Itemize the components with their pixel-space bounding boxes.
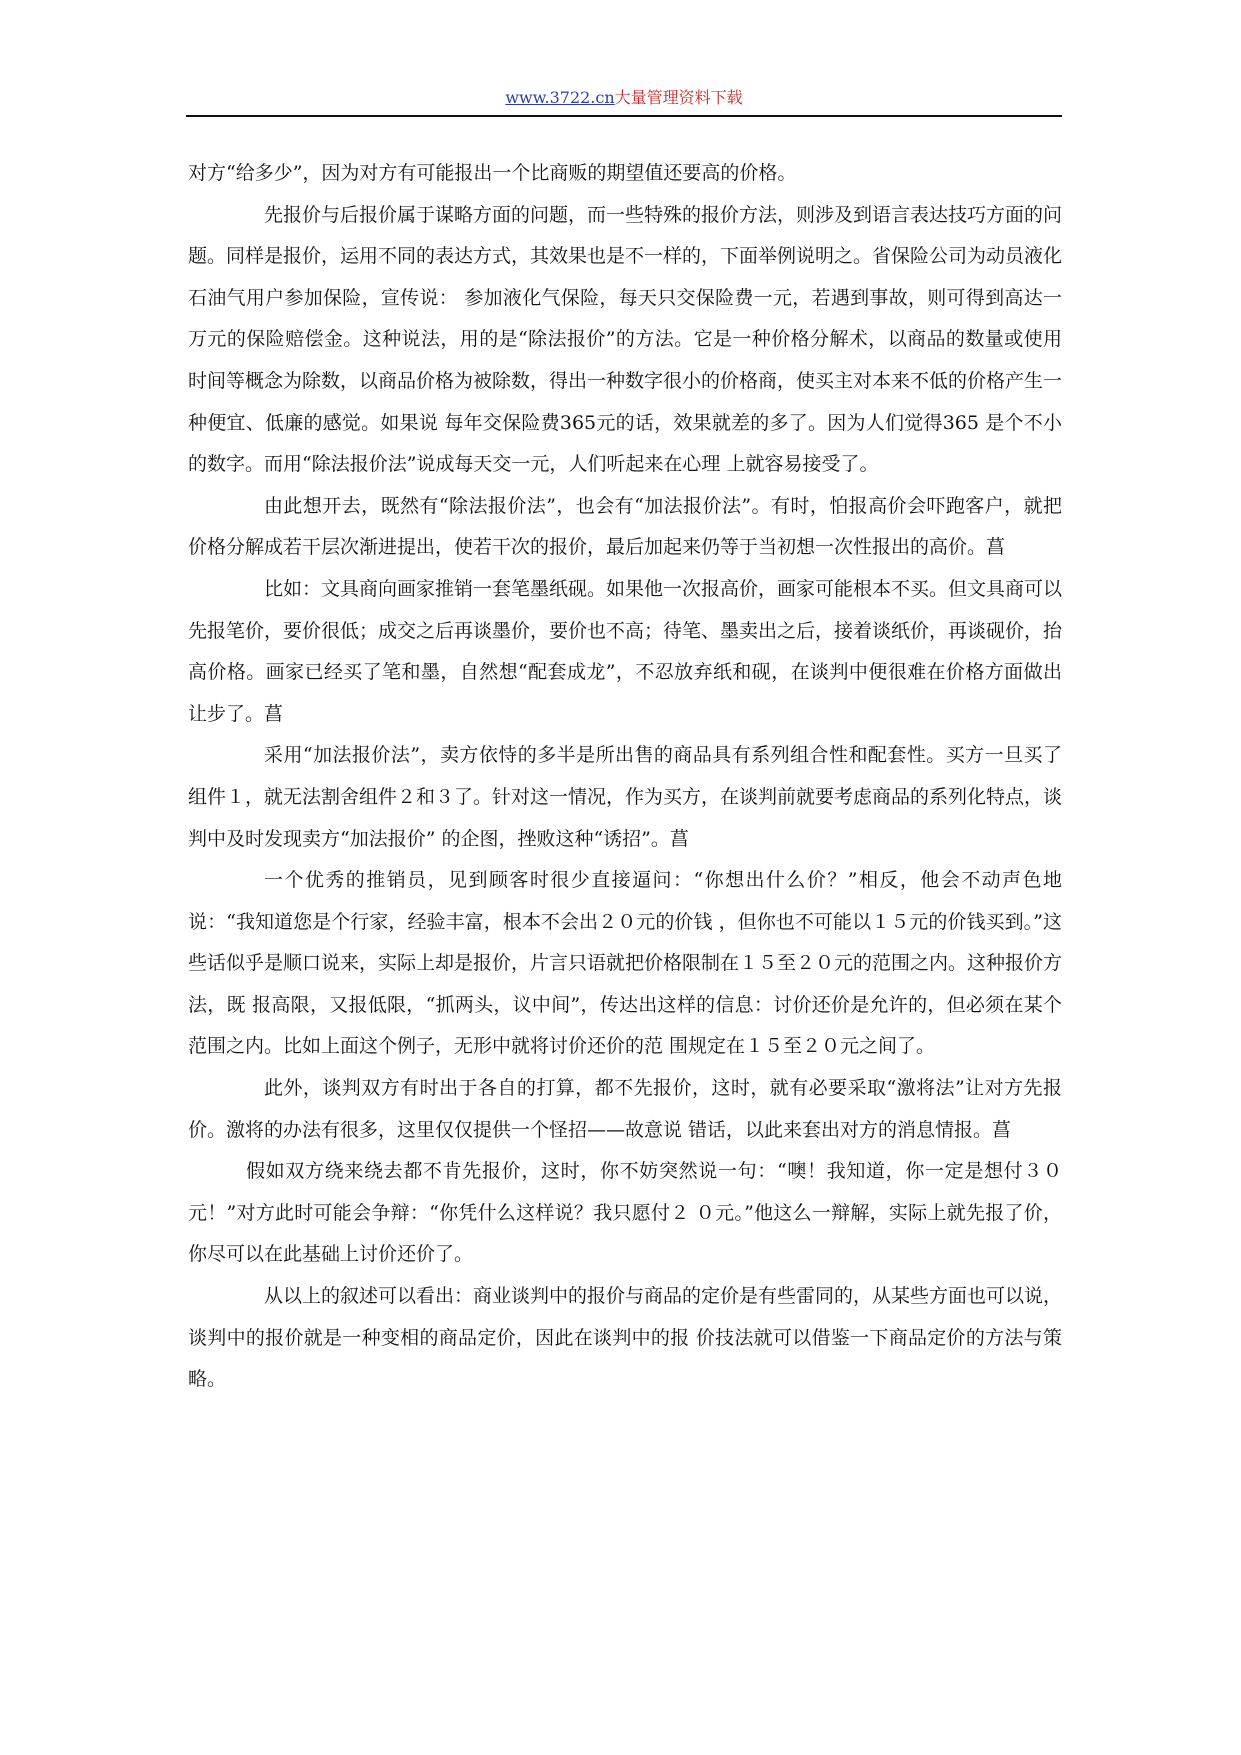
page-header (186, 86, 1062, 110)
paragraph-4: 比如：文具商向画家推销一套笔墨纸砚。如果他一次报高价，画家可能根本不买。但文具商可以先报笔价，要价很低；成交之后再谈墨价，要价也不高；待笔、墨卖出之后，接着谈纸价，再谈砚价，抬高价格。画家已经买了笔和墨，自然想“配套成龙”，不忍放弃纸和砚，在谈判中便很难在价格方面做出让步了。菖 (188, 577, 1063, 725)
paragraph-7: 此外，谈判双方有时出于各自的打算，都不先报价，这时，就有必要采取“激将法”让对方先报价。激将的办法有很多，这里仅仅提供一个怪招——故意说 错话，以此来套出对方的消息情报。菖 (188, 1077, 1062, 1141)
header-url-link[interactable]: www.3722.cn (505, 88, 615, 107)
paragraph-1: 对方“给多少”，因为对方有可能报出一个比商贩的期望值还要高的价格。 (188, 162, 797, 184)
paragraph-2: 先报价与后报价属于谋略方面的问题，而一些特殊的报价方法，则涉及到语言表达技巧方面的问题。同样是报价，运用不同的表达方式，其效果也是不一样的，下面举例说明之。省保险公司为动员液化石油气用户参加保险，宣传说： 参加液化气保险，每天只交保险费一元，若遇到事故，则可得到高达一万元的保险赔偿金。这种说法，用的是“除法报价”的方法。它是一种价格分解术，以商品的数量或使用时间等概念为除数，以商品价格为被除数，得出一种数字很小的价格商，使买主对本来不低的价格产生一种便宜、低廉的感觉。如果说 每年交保险费365元的话，效果就差的多了。因为人们觉得365 是个不小的数字。而用“除法报价法”说成每天交一元，人们听起来在心理 上就容易接受了。 (188, 203, 1063, 476)
paragraph-9: 从以上的叙述可以看出：商业谈判中的报价与商品的定价是有些雷同的，从某些方面也可以说，谈判中的报价就是一种变相的商品定价，因此在谈判中的报 价技法就可以借鉴一下商品定价的方法与策略。 (188, 1285, 1063, 1391)
header-slogan: 大量管理资料下载 (614, 88, 743, 107)
header-divider (186, 115, 1062, 117)
paragraph-5: 采用“加法报价法”，卖方依恃的多半是所出售的商品具有系列组合性和配套性。买方一旦买了组件１，就无法割舍组件２和３了。针对这一情况，作为买方，在谈判前就要考虑商品的系列化特点，谈判中及时发现卖方“加法报价” 的企图，挫败这种“诱招”。菖 (188, 744, 1063, 850)
paragraph-3: 由此想开去，既然有“除法报价法”，也会有“加法报价法”。有时，怕报高价会吓跑客户，就把价格分解成若干层次渐进提出，使若干次的报价，最后加起来仍等于当初想一次性报出的高价。菖 (188, 494, 1062, 559)
paragraph-8: 假如双方绕来绕去都不肯先报价，这时，你不妨突然说一句：“噢！我知道，你一定是想付３０元！”对方此时可能会争辩：“你凭什么这样说？我只愿付２ ０元。”他这么一辩解，实际上就先报了价，你尽可以在此基础上讨价还价了。 (188, 1160, 1062, 1266)
paragraph-6: 一个优秀的推销员，见到顾客时很少直接逼问：“你想出什么价？”相反，他会不动声色地说：“我知道您是个行家，经验丰富，根本不会出２０元的价钱 ，但你也不可能以１５元的价钱买到。”这些话似乎是顺口说来，实际上却是报价，片言只语就把价格限制在１５至２０元的范围之内。这种报价方法，既 报高限，又报低限，“抓两头，议中间”，传达出这样的信息：讨价还价是允许的，但必须在某个范围之内。比如上面这个例子，无形中就将讨价还价的范 围规定在１５至２０元之间了。 (188, 869, 1063, 1058)
document-body (188, 153, 1062, 1401)
